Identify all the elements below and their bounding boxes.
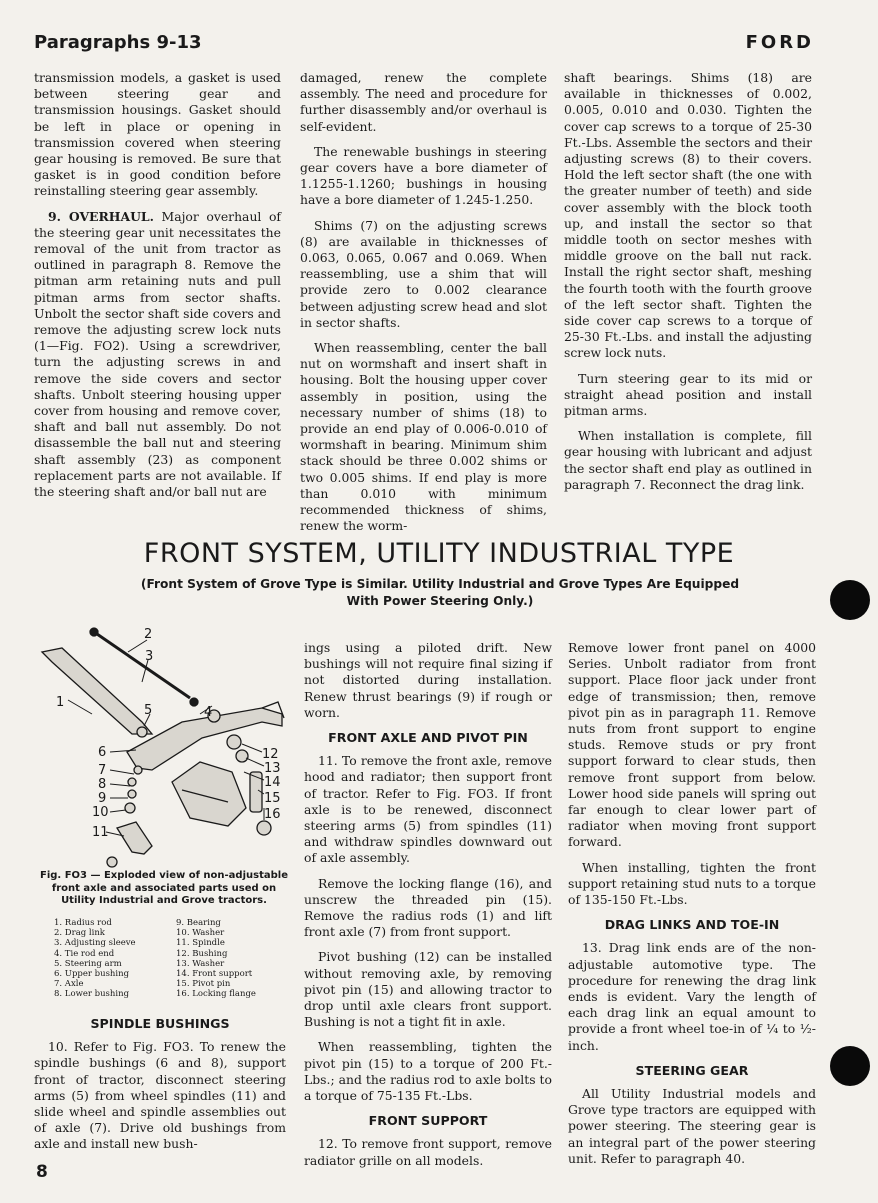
page-number: 8 bbox=[36, 1162, 48, 1182]
legend-item: 5. Steering arm bbox=[54, 958, 122, 969]
legend-item: 11. Spindle bbox=[176, 938, 225, 949]
paragraph-text: transmission models, a gasket is used between steering gear and transmission housings. Gasket should be left in place or opening in transmission covered when steering gear housing is removed. Be sure that gasket is in good condition before reinstalling steering gear assembly. bbox=[34, 70, 281, 199]
spindle-part bbox=[117, 822, 152, 854]
paragraph: When installing, tighten the front support retaining stud nuts to a torque of 135-150 Ft.-Lbs. bbox=[568, 859, 816, 908]
callout-label: 16 bbox=[264, 807, 281, 822]
paragraph: 12. To remove front support, remove radiator grille on all models. bbox=[304, 1136, 552, 1168]
front-axle-exploded-diagram bbox=[32, 622, 294, 870]
legend-item: 15. Pivot pin bbox=[176, 979, 231, 990]
section-heading: FRONT AXLE AND PIVOT PIN bbox=[328, 730, 528, 746]
top-column-1 bbox=[34, 70, 281, 509]
paragraph: Remove lower front panel on 4000 Series. Unbolt radiator from front support. Place floor jack under front edge of transmission; then, remove pivot pin as in paragraph 11. Remove nuts from front support to engine studs. Remove studs or pry front support forward to clear studs, then remove front support from below. Lower hood side panels will spring out far enough to clear lower part of radiator when moving front support forward. bbox=[568, 640, 816, 850]
legend-item: 10. Washer bbox=[176, 928, 225, 939]
paragraph: When installation is complete, fill gear housing with lubricant and adjust the sector shaft end play as outlined in paragraph 7. Reconnect the drag link. bbox=[564, 428, 812, 492]
bottom-column-1 bbox=[34, 1010, 286, 1162]
front-support-part bbox=[172, 762, 246, 826]
callout-label: 2 bbox=[144, 627, 153, 642]
paragraph: Shims (7) on the adjusting screws (8) are available in thicknesses of 0.063, 0.065, 0.067 and 0.069. When reassembling, use a shim that will provide zero to 0.002 clearance between adjusting screw head and slot in sector shafts. bbox=[300, 217, 547, 330]
callout-label: 14 bbox=[264, 775, 281, 790]
top-column-3 bbox=[564, 70, 812, 502]
paragraph: Remove the locking flange (16), and unscrew the threaded pin (15). Remove the radius rods (1) and lift front axle (7) from front support. bbox=[304, 875, 552, 940]
callout-label: 7 bbox=[98, 763, 107, 778]
paragraph: When reassembling, center the ball nut on wormshaft and insert shaft in housing. Bolt the housing upper cover assembly in position, using the necessary number of shims (18) to provide an end play of 0.006-0.010 of wormshaft in bearing. Minimum shim stack should be three 0.002 shims or two 0.005 shims. If end play is more than 0.010 with minimum recommended thickness of shims, renew the worm- bbox=[300, 340, 547, 534]
legend-item: 16. Locking flange bbox=[176, 989, 256, 1000]
callout-label: 11 bbox=[92, 825, 109, 840]
section-heading: SPINDLE BUSHINGS bbox=[90, 1016, 230, 1031]
paragraph: damaged, renew the complete assembly. The need and procedure for further disassembly and/or overhaul is self-evident. bbox=[300, 70, 547, 134]
section-heading: FRONT SUPPORT bbox=[368, 1113, 488, 1129]
bottom-column-3 bbox=[568, 640, 816, 1176]
callout-label: 4 bbox=[204, 705, 213, 720]
paragraph: The renewable bushings in steering gear covers have a bore diameter of 1.1255-1.1260; bushings in housing have a bore diameter of 1.245-1.250. bbox=[300, 143, 547, 208]
paragraph: shaft bearings. Shims (18) are available in thicknesses of 0.002, 0.005, 0.010 and 0.030. Tighten the cover cap screws to a torque of 25-30 Ft.-Lbs. Assemble the sectors and their adjusting screws (8) to their covers. Hold the left sector shaft (the one with the greater number of teeth) and side cover assembly with the block tooth up, and install the sector so that middle tooth on sector meshes with middle groove on the ball nut rack. Install the right sector shaft, meshing the fourth tooth with the fourth groove of the left sector shaft. Tighten the side cover cap screws to a torque of 25-30 Ft.-Lbs. and install the adjusting screw lock nuts. bbox=[564, 70, 812, 361]
section-heading: STEERING GEAR bbox=[635, 1062, 749, 1078]
legend-item: 4. Tie rod end bbox=[54, 948, 115, 959]
punch-hole-top bbox=[830, 580, 870, 620]
legend-column-left bbox=[54, 918, 136, 1000]
legend-item: 3. Adjusting sleeve bbox=[54, 938, 136, 949]
legend-item: 8. Lower bushing bbox=[54, 989, 130, 1000]
callout-label: 13 bbox=[264, 761, 281, 776]
paragraph: 13. Drag link ends are of the non-adjustable automotive type. The procedure for renewing the drag link ends is evident. Vary the length of each drag link an equal amount to provide a front wheel toe-in of ¼ to ½-inch. bbox=[568, 940, 816, 1053]
legend-item: 14. Front support bbox=[176, 969, 253, 980]
paragraph: 11. To remove the front axle, remove hood and radiator; then support front of tractor. Refer to Fig. FO3. If front axle is to be renewed, disconnect steering arms (5) from spindles (11) and withdraw spindles downward out of axle assembly. bbox=[304, 753, 552, 866]
paragraph: ings using a piloted drift. New bushings will not require final sizing if not distorted during installation. Renew thrust bearings (9) if rough or worn. bbox=[304, 640, 552, 720]
legend-item: 1. Radius rod bbox=[54, 918, 112, 928]
callout-label: 10 bbox=[92, 805, 109, 820]
paragraph-text: Major overhaul of the steering gear unit necessitates the removal of the unit from tractor as outlined in paragraph 8. Remove the pitman arm retaining nuts and pull pitman arms from sector shafts. Unbolt the sector shaft side covers and remove the adjusting screw lock nuts (1—Fig. FO2). Using a screwdriver, turn the adjusting screws in and remove the side covers and sector shafts. Unbolt steering housing upper cover from housing and remove cover, shaft and ball nut assembly. Do not disassemble the ball nut and steering shaft assembly (23) as component replacement parts are not available. If the steering shaft and/or ball nut are bbox=[34, 208, 281, 500]
top-column-2 bbox=[300, 70, 547, 543]
running-header-brand: FORD bbox=[745, 32, 814, 53]
legend-item: 6. Upper bushing bbox=[54, 969, 130, 980]
callout-label: 6 bbox=[98, 745, 107, 760]
legend-item: 2. Drag link bbox=[54, 928, 105, 939]
paragraph bbox=[34, 70, 281, 200]
locking-flange-part bbox=[257, 821, 271, 835]
legend-item: 13. Washer bbox=[176, 958, 225, 969]
running-header-paragraphs: Paragraphs 9-13 bbox=[34, 32, 202, 53]
section-title: FRONT SYSTEM, UTILITY INDUSTRIAL TYPE bbox=[143, 538, 735, 569]
legend-item: 12. Bushing bbox=[176, 948, 228, 959]
bottom-column-2 bbox=[304, 640, 552, 1178]
paragraph: Turn steering gear to its mid or straight ahead position and install pitman arms. bbox=[564, 370, 812, 419]
legend-column-right bbox=[176, 918, 256, 1000]
callout-label: 9 bbox=[98, 791, 107, 806]
paragraph: 10. Refer to Fig. FO3. To renew the spindle bushings (6 and 8), support front of tractor, disconnect steering arms (5) from wheel spindles (11) and slide wheel and spindle assemblies out of axle (7). Drive old bushings from axle and install new bush- bbox=[34, 1039, 286, 1152]
callout-label: 5 bbox=[144, 703, 153, 718]
callout-label: 8 bbox=[98, 777, 107, 792]
drag-link-part bbox=[97, 634, 190, 698]
section-heading: DRAG LINKS AND TOE-IN bbox=[604, 917, 780, 933]
callout-label: 1 bbox=[56, 695, 65, 710]
section-subtitle: (Front System of Grove Type is Similar. Utility Industrial and Grove Types Are Equipped With Power Steering Only.) bbox=[140, 577, 740, 608]
punch-hole-bottom bbox=[830, 1046, 870, 1086]
paragraph: Pivot bushing (12) can be installed without removing axle, by removing pivot pin (15) and allowing tractor to drop until axle clears front support. Bushing is not a tight fit in axle. bbox=[304, 949, 552, 1030]
paragraph bbox=[34, 209, 281, 501]
paragraph: When reassembling, tighten the pivot pin (15) to a torque of 200 Ft.-Lbs.; and the radius rod to axle bolts to a torque of 75-135 Ft.-Lbs. bbox=[304, 1039, 552, 1104]
figure-caption: Fig. FO3 — Exploded view of non-adjustable front axle and associated parts used on Utility Industrial and Grove tractors. bbox=[40, 870, 288, 906]
paragraph: All Utility Industrial models and Grove type tractors are equipped with power steering. The steering gear is an integral part of the power steering unit. Refer to paragraph 40. bbox=[568, 1086, 816, 1166]
legend-item: 9. Bearing bbox=[176, 918, 221, 928]
paragraph-lead: 9. OVERHAUL. bbox=[48, 208, 154, 224]
legend-item: 7. Axle bbox=[54, 979, 84, 990]
callout-label: 15 bbox=[264, 791, 281, 806]
callout-label: 12 bbox=[262, 747, 279, 762]
callout-label: 3 bbox=[145, 649, 154, 664]
